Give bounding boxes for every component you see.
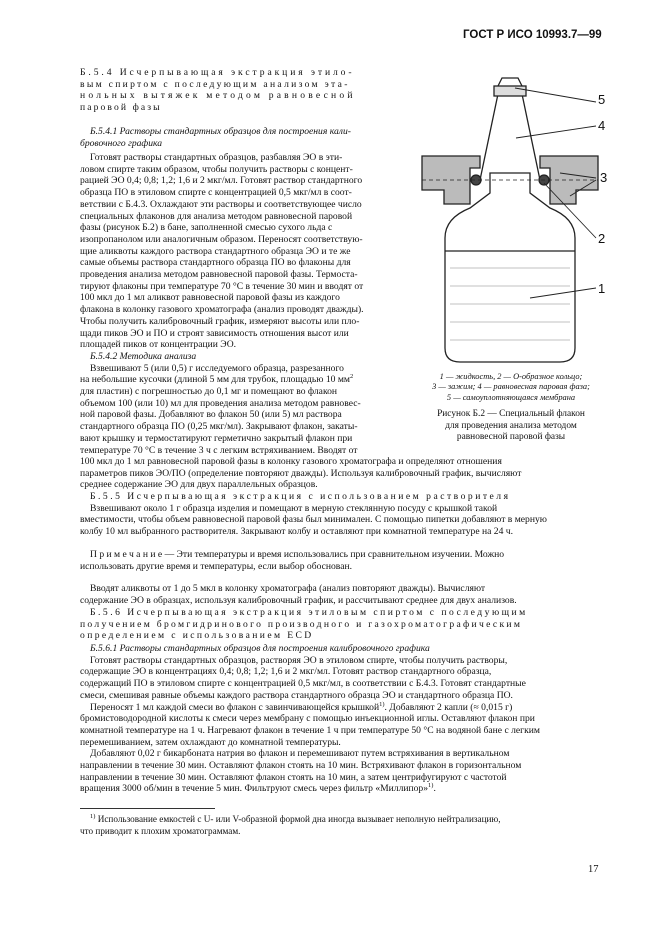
headspace-vial-drawing: [410, 68, 615, 368]
document-id: ГОСТ Р ИСО 10993.7—99: [463, 29, 602, 41]
vial-neck: [480, 94, 540, 180]
callout-2: 2: [598, 231, 606, 246]
septum: [494, 86, 526, 96]
note: Примечание— Эти температуры и время использовались при сравнительном изучении. Можно использовать другие время и температуры, если выбор обоснован.: [80, 549, 505, 572]
section-b55-heading: Б.5.5 Исчерпывающая экстракция с использованием растворителя: [90, 491, 511, 502]
note-label: Примечание: [90, 549, 165, 560]
callout-4: 4: [598, 118, 606, 133]
section-b54-text: Готовят растворы стандартных образцов, разбавляя ЭО в эти- ловом спирте таким образом, чтобы получить растворы с концент- рацией ЭО 0,4; 0,8; 1,2; 1,6 и 2 мкг/мл. Готовят раствор стандартного образца ПО в этиловом спирте с концентрацией 0,5 мкг/мл в соот- ветствии с Б.4.3. Охлаждают эти растворы и соответствующее число специальных флаконов для анализа методом равновесной паровой фазы (рисунок Б.2) в бане, заполненной смесью сухого льда с изопропанолом или аналогичным образом. Переносят соответствую- щие аликвоты каждого раствора стандартного образца ЭО и те же самые объемы раствора стандартного образца ПО во флаконы для проведения анализа методом равновесной паровой фазы. Термоста- тируют флаконы при температуре 70 °С в течение 30 мин и вводят от 100 мкл до 1 мл аликвот равновесной паровой фазы из каждого флакона в колонку газового хроматографа (анализ проводят дважды). Чтобы получить калибровочный график, измеряют высоты или пло- щади пиков ЭО и ПО и строят зависимость отношения высот или площадей пиков от концентрации ЭО. Б.5.4.2 Методика анализа Взвешивают 5 (или 0,5) г исследуемого образца, разрезанного на небольшие кусочки (длиной 5 мм для трубок, площадью 10 $мм^2$ для пластин) с погрешностью до 0,1 мг и помещают во флакон объемом 100 (или 10) мл для проведения анализа методом равновес- ной паровой фазы. Добавляют во флакон 50 (или 5) мл раствора стандартного образца ПО (0,25 мкг/мл). Закрывают флакон, закаты- вают крышку и термостатируют герметично закрытый флакон при температуре 70 °С в течение 3 ч с легким встряхиванием. Вводят от: [80, 152, 410, 456]
section-b54-heading: Б.5.4 Исчерпывающая экстракция этило- вым спиртом с последующим анализом эта- нольных вытяжек методом равновесной паровой фазы: [80, 67, 356, 114]
section-b56-body: Б.5.6.1 Растворы стандартных образцов для построения калибровочного графика Готовят растворы стандартных образцов, растворяя ЭО в этиловом спирте, чтобы получить растворы, содержащие ЭО в концентрациях 0,4; 0,8; 1,2; 1,6 и 2 мкг/мл. Готовят раствор стандартного образца, содержащий ПО в этиловом спирте с концентрацией 0,5 мкг/мл, в соответствии с Б.4.3. Готовят стандартные смеси, смешивая равные объемы каждого раствора стандартного образца ЭО и стандартного образца ПО. Переносят 1 мл каждой смеси во флакон с завинчивающейся крышкой$^{1)}$. Добавляют 2 капли (≈ 0,015 г) бромистоводородной кислоты к смеси через мембрану с помощью инъекционной иглы. Оставляют флакон при комнатной температуре на 1 ч. Нагревают флакон в течение 1 ч при температуре 50 °С на водяной бане с легким перемешиванием, затем охлаждают до комнатной температуры. Добавляют 0,02 г бикарбоната натрия во флакон и перемешивают путем встряхивания в вертикальном направлении в течение 30 мин. Оставляют флакон стоять на 10 мин. Встряхивают флакон в горизонтальном направлении в течение 30 мин. Оставляют флакон стоять на 10 мин, а затем центрифугируют с частотой вращения 3000 об/мин в течение 5 мин. Фильтруют смесь через фильтр «Миллипор»$^{1)}$.: [80, 643, 600, 795]
callout-1: 1: [598, 281, 606, 296]
section-b561-subheading: Б.5.6.1 Растворы стандартных образцов для построения калибровочного графика: [90, 643, 430, 654]
section-b542-subheading: Б.5.4.2 Методика анализа: [90, 350, 197, 362]
section-b54-continuation: 100 мкл до 1 мл равновесной паровой фазы в колонку газового хроматографа и определяют отношения параметров пиков ЭО/ПО (определение повторяют дважды). Используя калибровочный график, вычисляют среднее содержание ЭО для двух параллельных образцов.: [80, 456, 522, 491]
section-b541-subheading: Б.5.4.1 Растворы стандартных образцов для построения кали- бровочного графика: [80, 126, 351, 149]
figure-caption: Рисунок Б.2 — Специальный флакон для проведения анализа методом равновесной паровой фазы: [437, 409, 585, 442]
footnote-rule: [80, 808, 215, 809]
callout-5: 5: [598, 92, 606, 107]
section-b55: Б.5.5 Исчерпывающая экстракция с использованием растворителя Взвешивают около 1 г образца изделия и помещают в мерную стеклянную посуду с крышкой такой вместимости, чтобы объем равновесной паровой фазы был минимален. С помощью пипетки добавляют в мерную колбу 10 мл выбранного растворителя. Закрывают колбу и оставляют при комнатной температуре на 24 ч.: [80, 491, 600, 538]
callout-3: 3: [600, 170, 608, 185]
footnote: $^{1)}$ Использование емкостей с U- или V-образной формой дна иногда вызывает неполную нейтрализацию, что приводит к плохим хроматограммам.: [80, 812, 501, 836]
section-b56-heading: Б.5.6 Исчерпывающая экстракция этиловым спиртом с последующим получением бромгидринового производного и газохроматографическим определением с использованием ECD: [80, 607, 528, 642]
section-b55-after: Вводят аликвоты от 1 до 5 мкл в колонку хроматографа (анализ повторяют дважды). Вычисляют содержание ЭО в образцах, используя калибровочный график, и рассчитывают среднее для двух анализов.: [80, 583, 517, 606]
figure-legend: 1 — жидкость, 2 — О-образное кольцо; 3 — зажим; 4 — равновесная паровая фаза; 5 — самоуплотняющаяся мембрана: [432, 372, 590, 402]
page-number: 17: [588, 864, 599, 875]
